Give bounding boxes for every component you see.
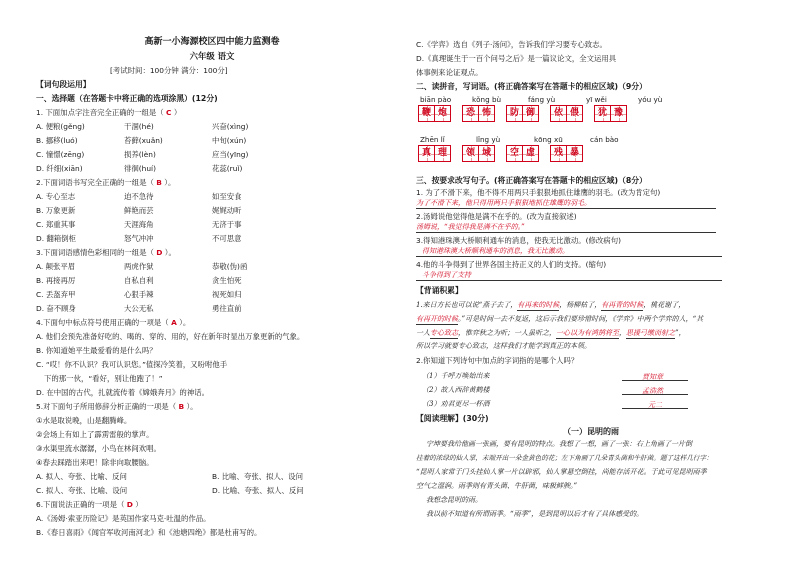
word-box[interactable]: 恐 — [462, 105, 479, 122]
q2-option-c: C. 郑重其事 天涯海角 无济于事 — [36, 220, 242, 229]
right-column — [416, 0, 766, 562]
part-title-choice: 一、选择题（在答题卡中将正确的选项涂黑）(12分) — [36, 94, 218, 103]
pinyin-2: kǒng bù — [472, 95, 502, 104]
word-box[interactable]: 真 — [418, 145, 435, 162]
pinyin-1: biān pào — [420, 95, 452, 104]
q6-option-c: C.《学弈》选自《列子·汤问》，告诉我们学习要专心致志。 — [416, 40, 607, 49]
q3-option-c: C. 丢盔弃甲 心狠手辣 视死如归 — [36, 290, 242, 299]
recite-blank[interactable]: 有再来的时候 — [517, 301, 560, 309]
exam-info: [考试时间：100分钟 满分：100分] — [110, 66, 228, 75]
word-box[interactable]: 豫 — [610, 105, 627, 122]
word-box[interactable]: 空 — [506, 145, 523, 162]
poem-line-1: （1）千呼万唤始出来 — [422, 372, 490, 380]
q4-option-b: B. 你知道她平生最爱看的是什么吗？ — [36, 346, 157, 355]
recite-blank[interactable]: 专心致志 — [430, 329, 458, 337]
reading-title: （一）昆明的雨 — [563, 427, 619, 436]
word-box[interactable]: 虚 — [522, 145, 539, 162]
recite-blank[interactable]: 有再开的时候 — [416, 315, 458, 323]
reading-p6: 我以前不知道有所谓雨季。“雨季”，是到昆明以后才有了具体感受的。 — [426, 510, 644, 518]
word-grid-row1 — [418, 105, 626, 122]
q2-answer: B — [156, 178, 162, 187]
q4-option-a: A. 他们会预先准备好吃的、喝的、穿的、用的，好在新年时显出万象更新的气象。 — [36, 332, 305, 341]
poem-answer-2[interactable]: 孟浩然 — [642, 387, 663, 395]
q1-stem: 1. 下面加点字注音完全正确的一组是（ C ） — [36, 108, 182, 117]
rewrite-a3[interactable]: 得知港珠澳大桥顺利通车的消息，我无比激动。 — [416, 247, 722, 257]
recite-blank[interactable]: 思援弓缴而射之 — [626, 329, 675, 337]
word-box[interactable]: 防 — [506, 105, 523, 122]
grade-subject: 六年级 语文 — [189, 51, 235, 61]
pinyin-9: cán bào — [590, 135, 619, 144]
q1-option-b: B. 挪移(luó) 苔藓(xuǎn) 中旬(xún) — [36, 136, 247, 145]
q1-option-a: A. 便粮(gěng) 干涸(hé) 兴奋(xìng) — [36, 122, 249, 131]
word-box[interactable]: 领 — [462, 145, 479, 162]
q1-answer: C — [166, 108, 172, 117]
rewrite-q2: 2.汤姆说他觉得他是满不在乎的。(改为直接叙述) — [416, 212, 577, 221]
q6-option-a: A.《汤姆·索亚历险记》是英国作家马克·吐温的作品。 — [36, 514, 211, 523]
pinyin-6: Zhēn lǐ — [420, 135, 445, 144]
q6-stem: 6.下面说法正确的一项是（ D ） — [36, 500, 143, 509]
word-box[interactable]: 暴 — [566, 145, 583, 162]
section5-title: 【阅读理解】(30分) — [416, 414, 489, 423]
section4-title: 【背诵积累】 — [416, 286, 463, 295]
q5-option-ab: A. 拟人、夸张、比喻、反问 B. 比喻、夸张、拟人、设问 — [36, 472, 304, 481]
section-heading-usage: 【词句段运用】 — [36, 80, 91, 89]
rewrite-q4: 4.他的斗争得到了世界各国主持正义的人们的支持。(缩句) — [416, 260, 607, 269]
section3-title: 三、按要求改写句子。(将正确答案写在答题卡的相应区域)（8分） — [416, 176, 647, 185]
left-column — [36, 0, 388, 562]
recite-blank[interactable]: 有再青的时候 — [601, 301, 644, 309]
pinyin-4: yī wěi — [586, 95, 607, 104]
reading-p5: 我想念昆明的雨。 — [426, 496, 482, 504]
q4-option-c-cont: 下的那一伙，“看好，别让他跑了！” — [44, 374, 163, 383]
q4-answer: A — [171, 318, 177, 327]
rewrite-a4[interactable]: 斗争得到了支持 — [416, 271, 722, 281]
word-box[interactable]: 鞭 — [418, 105, 435, 122]
poem-line-2: （2）故人西辞黄鹤楼 — [422, 386, 490, 394]
word-box[interactable]: 犹 — [594, 105, 611, 122]
section2-title: 二、读拼音，写词语。(将正确答案写在答题卡的相应区域)（9分） — [416, 82, 647, 91]
word-box[interactable]: 怖 — [478, 105, 495, 122]
poem-question: 2.你知道下列诗句中加点的字词指的是哪个人吗？ — [416, 356, 579, 365]
q4-option-d: D. 在中国的古代，扎就流传着《嫦娥奔月》的神话。 — [36, 388, 209, 397]
word-box[interactable]: 御 — [522, 105, 539, 122]
q2-option-d: D. 翻箱倒柜 怒气冲冲 不可思意 — [36, 234, 242, 243]
rewrite-a2[interactable]: 汤姆说，“我觉得我是满不在乎的。” — [416, 223, 716, 233]
recite-line1: 1.来日方长也可以说“燕子去了，有再来的时候，杨柳枯了，有再青的时候，桃花谢了， — [416, 301, 686, 309]
word-box[interactable]: 域 — [478, 145, 495, 162]
q5-stem: 5.对下面句子所用修辞分析正确的一项是（ B ）。 — [36, 402, 198, 411]
q3-option-d: D. 奋不顾身 大公无私 勇往直前 — [36, 304, 242, 313]
word-box[interactable]: 理 — [434, 145, 451, 162]
poem-answer-3[interactable]: 元二 — [648, 401, 662, 409]
reading-p4: 空气之湿润。雨季则有青头菌、牛肝菌，味极鲜腴。” — [416, 482, 578, 490]
poem-answer-1[interactable]: 贾知章 — [642, 373, 663, 381]
q6-option-b: B.《春日喜雨》《闻官军收河南河北》和《池塘四绝》都是杜甫写的。 — [36, 528, 262, 537]
q5-item-4: ④春去踩踏出来吧！除非向取腰脑。 — [36, 458, 154, 467]
rewrite-q3: 3.得知港珠澳大桥顺利通车的消息，使我无比激动。(修改病句) — [416, 236, 621, 245]
reading-p1: 宁坤要我给他画一张画，要有昆明的特点。我想了一想，画了一张：右上角画了一片倒 — [426, 440, 692, 448]
reading-p3: “昆明人家常于门头挂仙人掌一片以辟邪，仙人掌悬空倒挂，尚能存活开花。于此可见昆明雨季 — [416, 468, 707, 476]
rewrite-a1[interactable]: 为了不滑下来，他只得用两只手狠狠地抓住雄鹰的羽毛。 — [416, 199, 716, 209]
recite-line2: 有再开的时候。”可是时间一去不复返，这后示我们要珍惜时间，《学弈》中两个学弈的人，“其 — [416, 315, 704, 323]
q2-option-a: A. 专心至志 迫不急待 如至安食 — [36, 192, 242, 201]
q3-option-b: B. 再接再厉 自私自利 贪生怕死 — [36, 276, 242, 285]
pinyin-8: kōng xū — [534, 135, 563, 144]
q1-option-d: D. 纤细(xiān) 徘徊(huí) 花蕊(ruǐ) — [36, 164, 243, 173]
rewrite-q1: 1. 为了不滑下来，他不得不用两只手狠狠地抓住雄鹰的羽毛。(改为肯定句) — [416, 188, 661, 197]
q3-option-a: A. 颠张平眉 两虎作狱 恭敬(伪)函 — [36, 262, 248, 271]
q3-answer: D — [156, 248, 163, 257]
q5-item-3: ③水渠里流水潺潺，小鸟在林间欢唱。 — [36, 444, 161, 453]
q4-stem: 4.下面句中标点符号使用正确的一项是（ A ）。 — [36, 318, 191, 327]
word-grid-row2 — [418, 145, 582, 162]
exam-title: 高新一小海源校区四中能力监测卷 — [144, 37, 280, 47]
reading-p2: 挂着的浓绿的仙人掌，末端开出一朵金黄色的花；左下角画了几朵青头菌和牛肝菌。题了这样几行字： — [416, 454, 713, 462]
q5-option-cd: C. 拟人、夸张、比喻、设问 D. 比喻、夸张、拟人、反问 — [36, 486, 304, 495]
q1-option-c: C. 憧憬(zēng) 损养(lèn) 应当(yīng) — [36, 150, 249, 159]
poem-line-3: （3）劝君更尽一杯酒 — [422, 400, 490, 408]
word-box[interactable]: 残 — [550, 145, 567, 162]
q6-option-d-cont: 体事例来论证观点。 — [416, 68, 483, 77]
q6-option-d: D.《真理诞生于一百个问号之后》是一篇议论文，全文运用具 — [416, 54, 617, 63]
word-box[interactable]: 依 — [550, 105, 567, 122]
q5-item-1: ①水是取说晚，山是翻腾峰。 — [36, 416, 132, 425]
q5-item-2: ②会场上有如上了霹雳雷般的掌声。 — [36, 430, 154, 439]
q3-stem: 3.下面词语感情色彩相同的一组是（ D ）。 — [36, 248, 176, 257]
q4-option-c: C. “哎！你不认识？我可认识您。”值探冷笑着，又吩咐他手 — [36, 360, 228, 369]
recite-line3: 一人专心致志，惟弈秋之为听；一人虽听之，一心以为有鸿鹄将至，思援弓缴而射之”， — [416, 329, 686, 337]
q6-answer: D — [126, 500, 133, 509]
recite-blank[interactable]: 一心以为有鸿鹄将至 — [556, 329, 619, 337]
q5-answer: B — [178, 402, 185, 411]
pinyin-3: fáng yù — [528, 95, 556, 104]
recite-line4: 所以学习就要专心致志，这样我们才能学到真正的本领。 — [416, 342, 591, 350]
word-box[interactable]: 偎 — [566, 105, 583, 122]
pinyin-7: lǐng yù — [476, 135, 501, 144]
pinyin-5: yóu yù — [638, 95, 663, 104]
q2-option-b: B. 万象更新 鲜艳而芸 娓娓动听 — [36, 206, 242, 215]
q2-stem: 2.下面词语书写完全正确的一组是（ B ）。 — [36, 178, 176, 187]
word-box[interactable]: 炮 — [434, 105, 451, 122]
